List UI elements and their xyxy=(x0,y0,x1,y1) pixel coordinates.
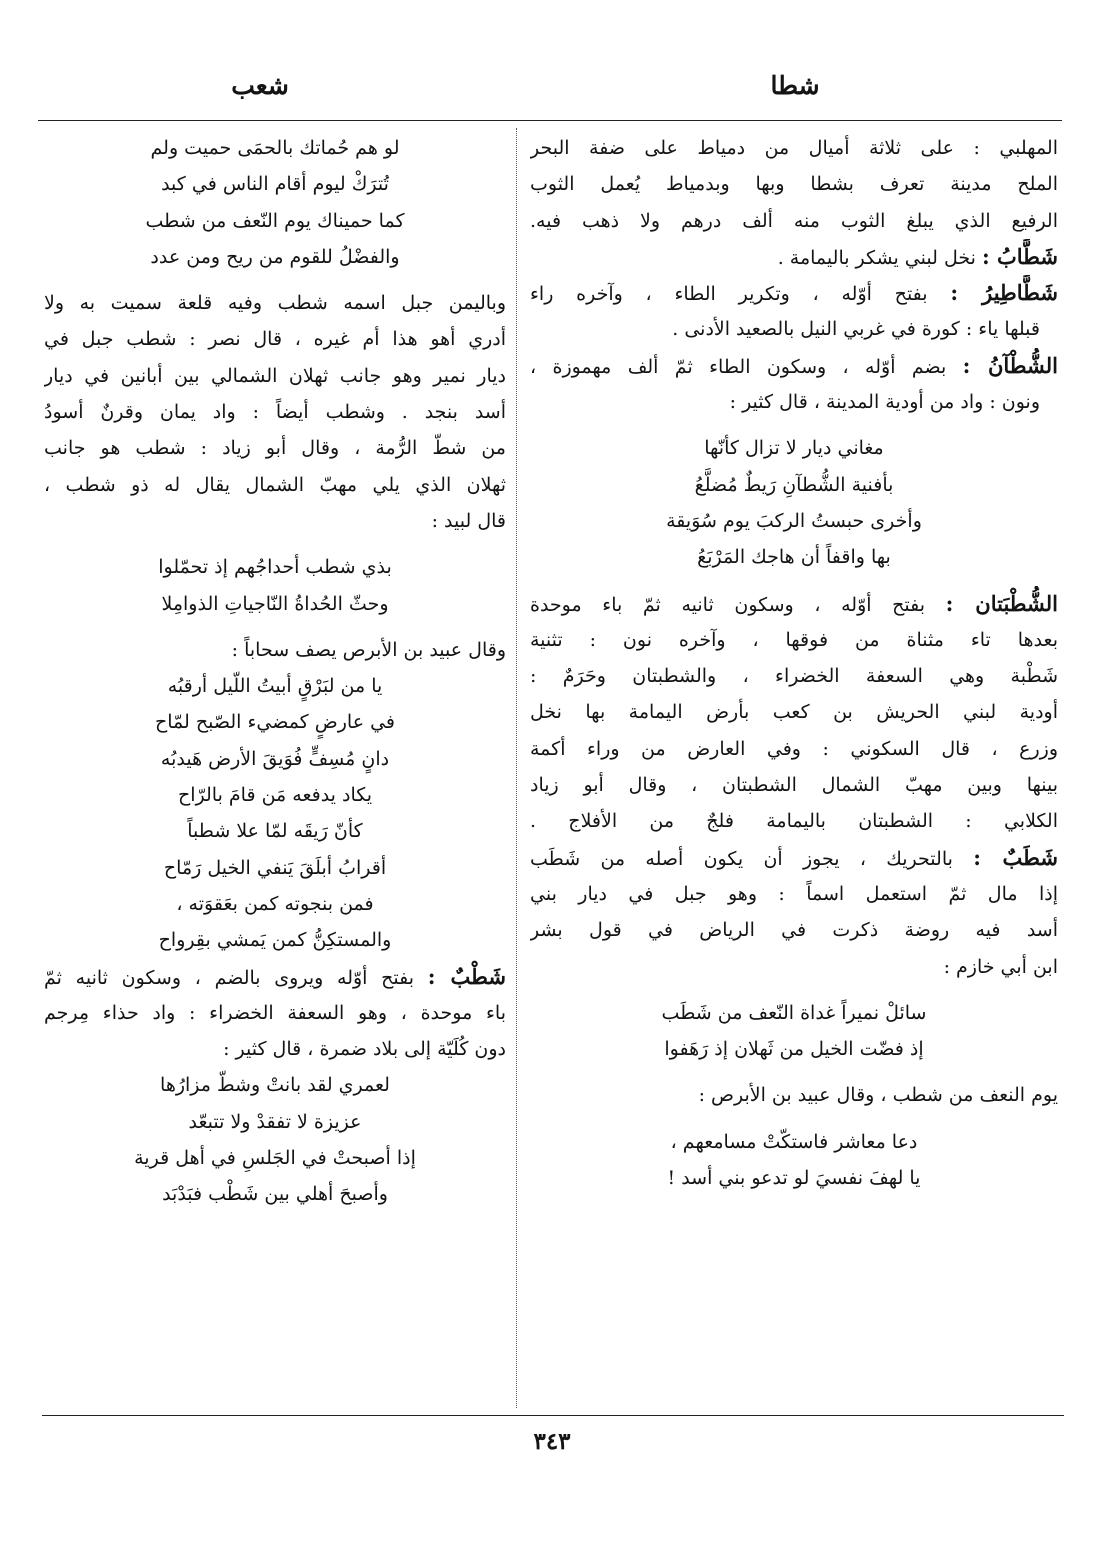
verse-line xyxy=(530,995,1058,1031)
line-text: إذا مال ثمّ استعمل اسماً : وهو جبل في ديار بني xyxy=(530,882,1058,905)
line-text: يا من لبَرْقٍ أبيتُ اللّيل أرقبُه xyxy=(167,675,383,698)
line-text: نخل لبني يشكر باليمامة . xyxy=(777,246,982,269)
line-text: باء موحدة ، وهو السعفة الخضراء : واد حذاء مِرجم xyxy=(44,1001,506,1024)
line-text: بذي شطب أحداجُهم إذ تحمّلوا xyxy=(158,556,392,579)
line-text: مغاني ديار لا تزال كأنّها xyxy=(704,437,884,460)
entry-line xyxy=(530,239,1058,275)
line-text: الرفيع الذي يبلغ الثوب منه ألف درهم ولا ذهب فيه. xyxy=(530,209,1058,232)
text-line xyxy=(44,394,506,430)
verse-line xyxy=(44,850,506,886)
entry-line xyxy=(530,275,1058,311)
entry-line xyxy=(530,840,1058,876)
line-text: كأنّ رَيقَه لمّا علا شطباً xyxy=(187,820,363,843)
line-text: فمن بنجوته كمن بعَقوَته ، xyxy=(176,892,374,915)
verse-line xyxy=(530,1160,1058,1196)
line-text: يكاد يدفعه مَن قامَ بالرّاح xyxy=(177,784,373,807)
text-line xyxy=(44,467,506,503)
verse-line xyxy=(530,1031,1058,1067)
entry-headword: الشُّطْبَتان : xyxy=(945,590,1058,616)
spacer xyxy=(530,576,1058,586)
text-line xyxy=(530,694,1058,730)
text-line xyxy=(530,384,1058,420)
line-text: إذا أصبحتْ في الجَلسِ في أهل قرية xyxy=(134,1147,416,1170)
line-text: بأفنية الشُّطآنِ رَيطٌ مُضلَّعُ xyxy=(694,473,894,496)
verse-line xyxy=(44,741,506,777)
entry-line xyxy=(530,348,1058,384)
verse-line xyxy=(44,813,506,849)
line-text: يوم النعف من شطب ، وقال عبيد بن الأبرص : xyxy=(698,1084,1058,1107)
text-line xyxy=(530,658,1058,694)
line-text: وباليمن جبل اسمه شطب وفيه قلعة سميت به ولا xyxy=(44,292,506,315)
entry-headword: الشُّطْآنُ : xyxy=(962,352,1058,378)
text-line xyxy=(44,1031,506,1067)
line-text: في عارضٍ كمضيء الصّبح لمّاح xyxy=(155,711,395,734)
line-text: سائلْ نميراً غداة النّعف من شَطَب xyxy=(661,1001,927,1024)
verse-line xyxy=(44,922,506,958)
entry-headword: شَطَّاطِيرُ : xyxy=(950,280,1058,306)
line-text: دانٍ مُسِفٍّ فُوَيقَ الأرض هَيدبُه xyxy=(160,747,390,770)
entry-line xyxy=(530,586,1058,622)
entry-headword: شَطْبٌ : xyxy=(427,963,506,989)
line-text: ابن أبي خازم : xyxy=(943,955,1058,978)
line-text: دعا معاشر فاستكّتْ مسامعهم ، xyxy=(670,1130,918,1153)
text-line xyxy=(44,632,506,668)
verse-line xyxy=(44,586,506,622)
line-text: وأخرى حبستُ الركبَ يوم سُوَيقة xyxy=(666,509,922,532)
line-text: وأصبحَ أهلي بين شَطْب فبَدْبَد xyxy=(162,1183,388,1206)
verse-line xyxy=(530,467,1058,503)
verse-line xyxy=(44,777,506,813)
verse-line xyxy=(530,1124,1058,1160)
line-text: بضم أوّله ، وسكون الطاء ثمّ ألف مهموزة ، xyxy=(530,355,963,378)
verse-line xyxy=(44,704,506,740)
text-line xyxy=(530,1077,1058,1113)
verse-line xyxy=(530,430,1058,466)
line-text: أدري أهو هذا أم غيره ، قال نصر : شطب جبل في xyxy=(44,328,506,351)
text-line xyxy=(530,166,1058,202)
line-text: والمستكِنُّ كمن يَمشي بقِرواح xyxy=(158,929,392,952)
line-text: أقرابُ أبلَقَ يَنفي الخيل رَمّاح xyxy=(163,856,387,879)
text-line xyxy=(530,949,1058,985)
line-text: ديار نمير وهو جانب ثهلان الشمالي بين أبانين في ديار xyxy=(44,364,506,387)
verse-line xyxy=(44,668,506,704)
line-text: بفتح أوّله ، وسكون ثانيه ثمّ باء موحدة xyxy=(530,593,946,616)
line-text: لو هم حُماتك بالحمَى حميت ولم xyxy=(150,137,400,159)
line-text: بفتح أوّله ، وتكرير الطاء ، وآخره راء xyxy=(530,283,951,306)
spacer xyxy=(530,1067,1058,1077)
text-line xyxy=(530,767,1058,803)
text-line xyxy=(530,311,1058,347)
text-line xyxy=(530,203,1058,239)
text-line xyxy=(44,503,506,539)
line-text: من شطّ الرُّمة ، وقال أبو زياد : شطب هو جانب xyxy=(44,437,506,460)
line-text: إذ فضّت الخيل من ثَهلان إذ رَهَفوا xyxy=(664,1038,924,1061)
running-head-right: شطا xyxy=(770,71,820,100)
spacer xyxy=(44,539,506,549)
text-line xyxy=(530,622,1058,658)
line-text: بفتح أوّله ويروى بالضم ، وسكون ثانيه ثمّ xyxy=(44,966,428,989)
verse-line xyxy=(44,1104,506,1140)
line-text: تُترَكْ ليوم أقام الناس في كبد xyxy=(161,173,389,196)
right-column xyxy=(530,130,1058,1196)
verse-line xyxy=(44,1176,506,1212)
line-text: شَطْبة وهي السعفة الخضراء ، والشطبتان وحَرَمٌ : xyxy=(530,665,1058,688)
text-line xyxy=(44,358,506,394)
line-text: دون كُلَيّة إلى بلاد ضمرة ، قال كثير : xyxy=(223,1038,506,1061)
footer-rule xyxy=(42,1415,1064,1416)
verse-line xyxy=(530,503,1058,539)
verse-line xyxy=(44,203,506,239)
column-divider xyxy=(516,128,517,1408)
line-text: الكلابي : الشطبتان باليمامة فلجٌ من الأفلاج . xyxy=(530,810,1058,833)
verse-line xyxy=(44,130,506,166)
verse-line xyxy=(44,166,506,202)
verse-line xyxy=(44,1140,506,1176)
line-text: المهلبي : على ثلاثة أميال من دمياط على ضفة البحر xyxy=(530,137,1058,159)
line-text: لعمري لقد بانتْ وشطّ مزارُها xyxy=(160,1074,390,1097)
text-line xyxy=(44,321,506,357)
text-line xyxy=(44,285,506,321)
line-text: ونون : واد من أودية المدينة ، قال كثير : xyxy=(729,391,1040,414)
spacer xyxy=(44,275,506,285)
entry-line xyxy=(44,959,506,995)
line-text: وقال عبيد بن الأبرص يصف سحاباً : xyxy=(231,638,506,661)
spacer xyxy=(530,985,1058,995)
line-text: أسد فيه روضة ذكرت في الرياض في قول بشر xyxy=(530,919,1058,942)
text-line xyxy=(530,803,1058,839)
text-line xyxy=(44,430,506,466)
line-text: ثهلان الذي يلي مهبّ الشمال يقال له ذو شطب ، xyxy=(44,473,506,496)
line-text: وزرع ، قال السكوني : وفي العارض من وراء أكمة xyxy=(530,737,1058,760)
line-text: والفضْلُ للقوم من ريح ومن عدد xyxy=(150,245,400,268)
verse-line xyxy=(44,549,506,585)
left-column xyxy=(44,130,506,1213)
text-line xyxy=(530,731,1058,767)
line-text: بها واقفاً أن هاجك المَرْبَعُ xyxy=(697,546,891,569)
entry-headword: شَطَّابُ : xyxy=(981,243,1058,269)
line-text: يا لهفَ نفسيَ لو تدعو بني أسد ! xyxy=(667,1167,921,1190)
line-text: الملح مدينة تعرف بشطا وبها وبدمياط يُعمل الثوب xyxy=(530,173,1058,196)
line-text: بينها وبين مهبّ الشمال الشطبتان ، وقال أبو زياد xyxy=(530,774,1058,797)
verse-line xyxy=(44,886,506,922)
spacer xyxy=(530,420,1058,430)
text-line xyxy=(530,912,1058,948)
spacer xyxy=(44,622,506,632)
page-number: ٣٤٣ xyxy=(533,1428,571,1455)
text-line xyxy=(530,130,1058,166)
text-line xyxy=(530,876,1058,912)
text-line xyxy=(44,995,506,1031)
line-text: قال لبيد : xyxy=(431,509,506,532)
line-text: بعدها تاء مثناة من فوقها ، وآخره نون : تثنية xyxy=(530,628,1058,651)
line-text: أسد بنجد . وشطب أيضاً : واد يمان وقرنٌ أسودُ xyxy=(44,401,506,424)
line-text: كما حميناك يوم النّعف من شطب xyxy=(145,209,405,232)
line-text: بالتحريك ، يجوز أن يكون أصله من شَطَب xyxy=(530,847,974,870)
line-text: أودية لبني الحريش بن كعب بأرض اليمامة بها نخل xyxy=(530,701,1058,724)
spacer xyxy=(530,1114,1058,1124)
running-head-left: شعب xyxy=(231,71,289,100)
verse-line xyxy=(44,1067,506,1103)
verse-line xyxy=(530,539,1058,575)
line-text: وحثّ الحُداةُ النّاجياتِ الذوامِلا xyxy=(161,592,389,615)
entry-headword: شَطَبٌ : xyxy=(973,844,1058,870)
line-text: قبلها ياء : كورة في غربي النيل بالصعيد الأدنى . xyxy=(672,318,1040,341)
line-text: عزيزة لا تفقدْ ولا تتبعّد xyxy=(188,1110,362,1133)
verse-line xyxy=(44,239,506,275)
header-rule xyxy=(38,120,1062,121)
